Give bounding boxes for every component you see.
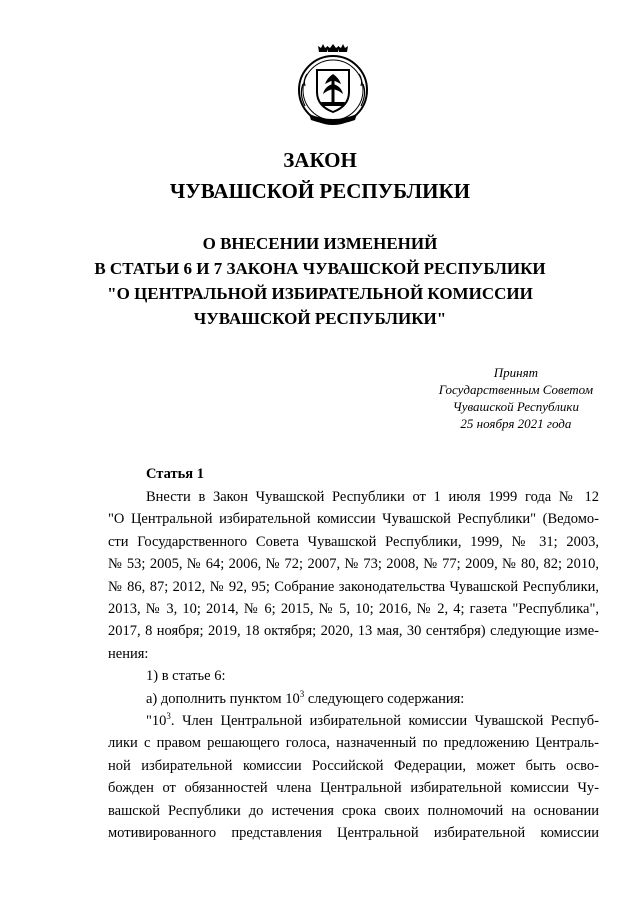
subtitle-line: "О ЦЕНТРАЛЬНОЙ ИЗБИРАТЕЛЬНОЙ КОМИССИИ [107, 284, 533, 303]
paragraph-line: Внести в Закон Чувашской Республики от 1 июля 1999 года № 12 [146, 489, 599, 505]
adoption-note [439, 364, 593, 432]
quote-line: лики с правом решающего голоса, назначенный по предложению Централь- [108, 735, 599, 752]
paragraph-line: № 86, 87; 2012, № 92, 95; Собрание законодательства Чувашской Республики, [108, 578, 599, 595]
paragraph-line: "О Центральной избирательной комиссии Чувашской Республики" (Ведомо- [108, 511, 599, 528]
adoption-line: Чувашской Республики [452, 399, 580, 414]
quote-line: божден от обязанностей члена Центральной избирательной комиссии Чу- [108, 780, 599, 797]
adoption-line: Принят [493, 365, 539, 380]
adoption-date: 25 ноября 2021 года [460, 416, 572, 431]
paragraph-line: 2013, № 3, 10; 2014, № 6; 2015, № 5, 10; 2016, № 2, 4; газета "Республика", [108, 601, 599, 618]
quote-line: ной избирательной комиссии Российской Федерации, может быть осво- [108, 757, 599, 774]
superscript: 3 [299, 688, 305, 699]
adoption-line: Государственным Советом [438, 382, 593, 397]
item-text: а) дополнить пунктом 10 [146, 690, 300, 707]
list-item [108, 688, 599, 710]
quote-line [108, 710, 599, 732]
paragraph-line: сти Государственного Совета Чувашской Республики, 1999, № 31; 2003, [108, 533, 599, 550]
superscript: 3 [166, 711, 171, 722]
list-item: 1) в статье 6: [146, 668, 226, 685]
quote-text: . Член Центральной избирательной комиссии Чувашской Респуб- [170, 713, 599, 730]
item-text: следующего содержания: [304, 690, 465, 707]
law-title-republic: ЧУВАШСКОЙ РЕСПУБЛИКИ [169, 179, 471, 203]
paragraph-line: нения: [108, 645, 149, 662]
paragraph-line: 2017, 8 ноября; 2019, 18 октября; 2020, 13 мая, 30 сентября) следующие изме- [108, 623, 599, 640]
quote-line: мотивированного представления Центральной избирательной комиссии [108, 825, 599, 842]
article-heading: Статья 1 [146, 466, 204, 482]
subtitle-line: В СТАТЬИ 6 И 7 ЗАКОНА ЧУВАШСКОЙ РЕСПУБЛИКИ [94, 259, 546, 278]
law-subtitle [0, 231, 640, 331]
law-title: ЗАКОН [283, 148, 357, 172]
quote-text: "10 [146, 713, 167, 730]
quote-line: вашской Республики до истечения срока своих полномочий на основании [108, 802, 599, 819]
subtitle-line: ЧУВАШСКОЙ РЕСПУБЛИКИ" [193, 309, 447, 328]
subtitle-line: О ВНЕСЕНИИ ИЗМЕНЕНИЙ [202, 234, 438, 253]
chuvash-coat-of-arms-icon [291, 44, 375, 128]
paragraph-line: № 53; 2005, № 64; 2006, № 72; 2007, № 73; 2008, № 77; 2009, № 80, 82; 2010, [108, 556, 599, 573]
article-body [108, 486, 599, 845]
